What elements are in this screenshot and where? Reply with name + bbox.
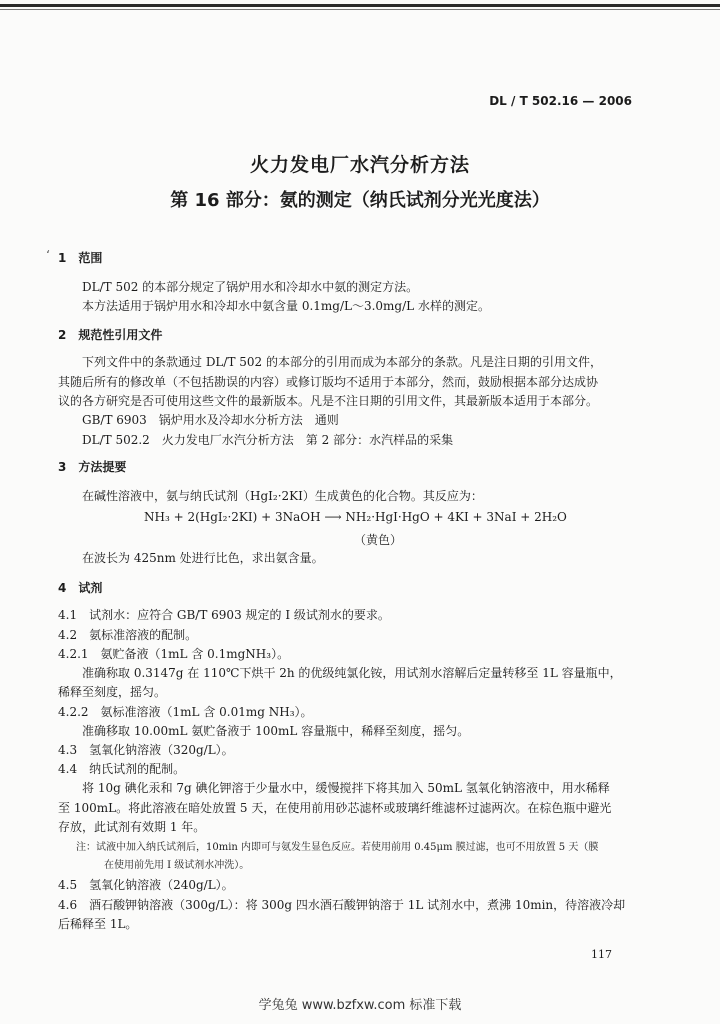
- clause-4-4: 4.4 纳氏试剂的配制。: [58, 762, 186, 776]
- clause-4-3: 4.3 氢氧化钠溶液（320g/L）。: [58, 743, 234, 757]
- clause-4-5: 4.5 氢氧化钠溶液（240g/L）。: [58, 878, 234, 892]
- clause-4-4-text-1: 将 10g 碘化汞和 7g 碘化钾溶于少量水中，缓慢搅拌下将其加入 50mL 氢氧化钠溶液中，用水稀释: [82, 781, 610, 795]
- clause-4-2-1-text-1: 准确称取 0.3147g 在 110℃下烘干 2h 的优级纯氯化铵，用试剂水溶解后定量转移至 1L 容量瓶中，: [82, 666, 622, 680]
- section-2-line-3: 议的各方研究是否可使用这些文件的最新版本。凡是不注日期的引用文件，其最新版本适用于本部分。: [58, 394, 599, 408]
- clause-4-2-2: 4.2.2 氨标准溶液（1mL 含 0.01mg NH₃）。: [58, 705, 313, 719]
- clause-4-6-text-2: 后稀释至 1L。: [58, 917, 138, 931]
- top-border-line-thin: [0, 9, 720, 10]
- reference-2: DL/T 502.2 火力发电厂水汽分析方法 第 2 部分：水汽样品的采集: [82, 433, 454, 447]
- clause-4-4-text-2: 至 100mL。将此溶液在暗处放置 5 天，在使用前用砂芯滤杯或玻璃纤维滤杯过滤两次。在棕色瓶中避光: [58, 801, 612, 815]
- reaction-equation: NH₃ + 2(HgI₂·2KI) + 3NaOH ⟶ NH₂·HgI·HgO + 4KI + 3NaI + 2H₂O: [144, 510, 567, 524]
- clause-4-2-2-text: 准确移取 10.00mL 氨贮备液于 100mL 容量瓶中，稀释至刻度，摇匀。: [82, 724, 470, 738]
- document-subtitle: 第 16 部分：氨的测定（纳氏试剂分光光度法）: [170, 190, 550, 211]
- section-4-heading: 4 试剂: [58, 581, 103, 595]
- page-number: 117: [591, 948, 612, 961]
- section-2-heading: 2 规范性引用文件: [58, 328, 163, 342]
- section-2-line-1: 下列文件中的条款通过 DL/T 502 的本部分的引用而成为本部分的条款。凡是注日期的引用文件，: [82, 355, 602, 369]
- section-2-line-2: 其随后所有的修改单（不包括勘误的内容）或修订版均不适用于本部分，然而，鼓励根据本部分达成协: [58, 375, 599, 389]
- section-3-paragraph-1: 在碱性溶液中，氨与纳氏试剂（HgI₂·2KI）生成黄色的化合物。其反应为：: [82, 489, 483, 503]
- clause-4-4-text-3: 存放，此试剂有效期 1 年。: [58, 820, 206, 834]
- margin-mark: ‘: [46, 248, 50, 262]
- note-line-2: 在使用前先用 Ⅰ 级试剂水冲洗）。: [104, 860, 250, 871]
- section-1-paragraph-1: DL/T 502 的本部分规定了锅炉用水和冷却水中氨的测定方法。: [82, 280, 419, 294]
- equation-note: （黄色）: [354, 533, 403, 547]
- clause-4-2: 4.2 氨标准溶液的配制。: [58, 628, 198, 642]
- top-border-line: [0, 4, 720, 7]
- clause-4-2-1: 4.2.1 氨贮备液（1mL 含 0.1mgNH₃）。: [58, 647, 290, 661]
- clause-4-2-1-text-2: 稀释至刻度，摇匀。: [58, 685, 167, 699]
- note-line-1: 注：试液中加入纳氏试剂后，10min 内即可与氨发生显色反应。若使用前用 0.45μm 膜过滤，也可不用放置 5 天（膜: [76, 842, 599, 853]
- document-number: DL / T 502.16 — 2006: [489, 94, 632, 108]
- document-title: 火力发电厂水汽分析方法: [249, 154, 470, 176]
- section-1-heading: 1 范围: [58, 251, 103, 265]
- clause-4-6-text-1: 4.6 酒石酸钾钠溶液（300g/L）：将 300g 四水酒石酸钾钠溶于 1L 试剂水中，煮沸 10min，待溶液冷却: [58, 898, 626, 912]
- section-3-heading: 3 方法提要: [58, 460, 127, 474]
- reference-1: GB/T 6903 锅炉用水及冷却水分析方法 通则: [82, 413, 339, 427]
- section-3-paragraph-2: 在波长为 425nm 处进行比色，求出氨含量。: [82, 551, 324, 565]
- footer-watermark: 学兔兔 www.bzfxw.com 标准下载: [258, 998, 462, 1013]
- clause-4-1: 4.1 试剂水：应符合 GB/T 6903 规定的 Ⅰ 级试剂水的要求。: [58, 608, 390, 622]
- section-1-paragraph-2: 本方法适用于锅炉用水和冷却水中氨含量 0.1mg/L～3.0mg/L 水样的测定。: [82, 299, 490, 313]
